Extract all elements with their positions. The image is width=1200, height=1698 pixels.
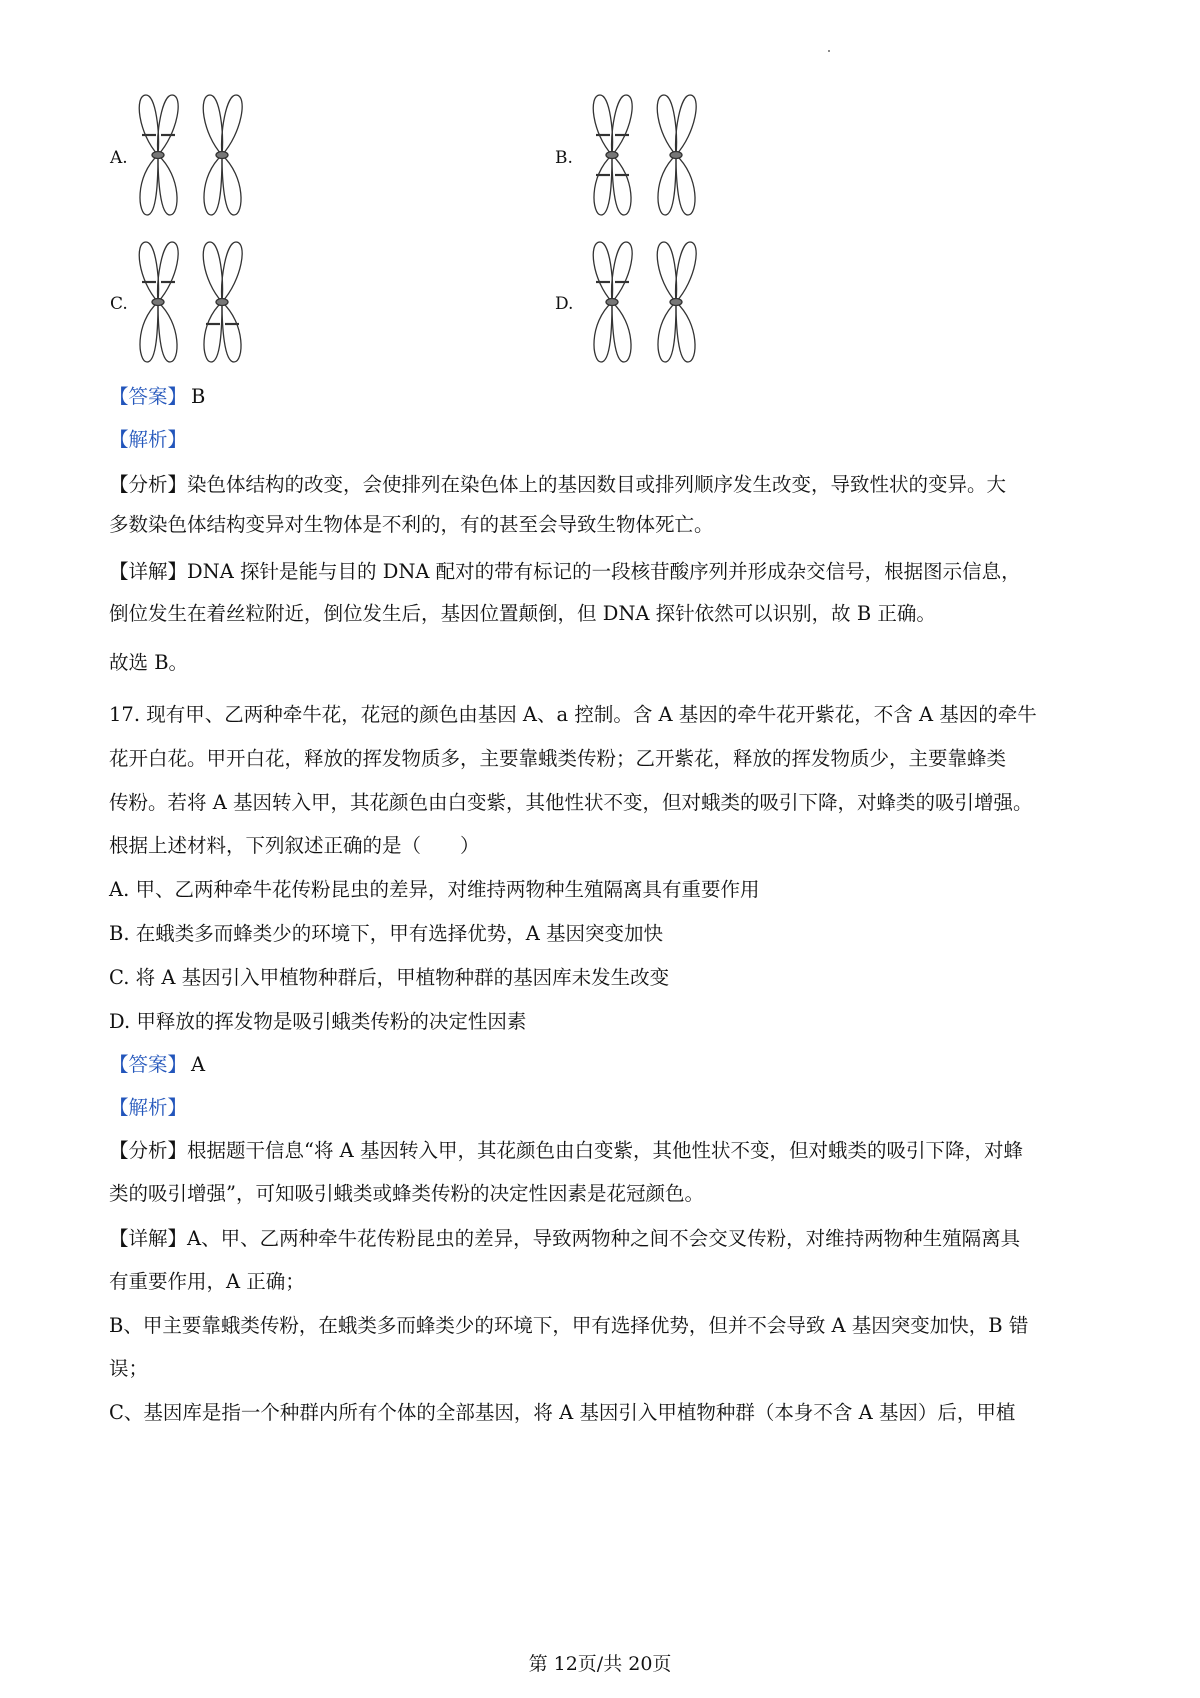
q16-answer-value: B xyxy=(191,385,206,408)
q17-option-d: D. 甲释放的挥发物是吸引蛾类传粉的决定性因素 xyxy=(109,1010,527,1033)
chromosome-pair-a-left xyxy=(139,95,178,215)
q16-detail-tag: 【详解】 xyxy=(109,560,188,583)
q17-answer-tag: 【答案】 xyxy=(109,1053,188,1076)
q16-detail-line-1 xyxy=(109,558,1089,586)
q16-analysis-heading xyxy=(109,426,1089,454)
q17-stem-line-4: 根据上述材料，下列叙述正确的是（ ） xyxy=(109,834,480,857)
option-b-chromosome-figure xyxy=(584,93,704,217)
option-d-label: D. xyxy=(555,294,574,314)
q17-detail-text-1: A、甲、乙两种牵牛花传粉昆虫的差异，导致两物种之间不会交叉传粉，对维持两物种生殖隔离具 xyxy=(187,1227,1021,1250)
q16-answer-line xyxy=(109,383,1089,411)
q16-fenxi-line-1 xyxy=(109,471,1089,499)
option-c-label: C. xyxy=(110,294,128,314)
q17-detail-line-2: 有重要作用，A 正确； xyxy=(109,1270,305,1293)
q16-fenxi-text-1: 染色体结构的改变，会使排列在染色体上的基因数目或排列顺序发生改变，导致性状的变异。大 xyxy=(187,473,1007,496)
q17-detail-line-4: 误； xyxy=(109,1357,149,1380)
q17-fenxi-line-2: 类的吸引增强”，可知吸引蛾类或蜂类传粉的决定性因素是花冠颜色。 xyxy=(109,1182,704,1205)
q17-detail-line-3: B、甲主要靠蛾类传粉，在蛾类多而蜂类少的环境下，甲有选择优势，但并不会导致 A 基因突变加快，B 错 xyxy=(109,1314,1029,1337)
q17-stem-line-3: 传粉。若将 A 基因转入甲，其花颜色由白变紫，其他性状不变，但对蛾类的吸引下降，对蜂类的吸引增强。 xyxy=(109,791,1033,814)
option-c-chromosome-diagram xyxy=(130,240,250,364)
q17-answer-value: A xyxy=(191,1053,206,1076)
q17-stem-line-1: 17. 现有甲、乙两种牵牛花，花冠的颜色由基因 A、a 控制。含 A 基因的牵牛花开紫花，不含 A 基因的牵牛 xyxy=(109,703,1037,726)
q16-conclusion: 故选 B。 xyxy=(109,651,189,674)
option-b-chromosome-diagram xyxy=(584,93,704,217)
chromosome-pair-c-left xyxy=(139,242,178,362)
q17-fenxi-text-1: 根据题干信息“将 A 基因转入甲，其花颜色由白变紫，其他性状不变，但对蛾类的吸引下降，对蜂 xyxy=(187,1139,1023,1162)
chromosome-pair-b-right xyxy=(657,95,696,215)
q16-detail-line-2: 倒位发生在着丝粒附近，倒位发生后，基因位置颠倒，但 DNA 探针依然可以识别，故 B 正确。 xyxy=(109,602,936,625)
chromosome-pair-a-right xyxy=(203,95,242,215)
chromosome-pair-d-left xyxy=(593,242,632,362)
page-number-footer: 第 12页/共 20页 xyxy=(528,1653,672,1675)
option-d-chromosome-figure xyxy=(584,240,704,364)
q16-analysis-tag: 【解析】 xyxy=(109,428,188,451)
q17-fenxi-line-1 xyxy=(109,1137,1089,1165)
q16-answer-tag: 【答案】 xyxy=(109,385,188,408)
q16-fenxi-line-2: 多数染色体结构变异对生物体是不利的，有的甚至会导致生物体死亡。 xyxy=(109,513,714,536)
q17-detail-line-1 xyxy=(109,1225,1089,1253)
option-a-chromosome-figure xyxy=(130,93,250,217)
q17-option-c: C. 将 A 基因引入甲植物种群后，甲植物种群的基因库未发生改变 xyxy=(109,966,670,989)
chromosome-pair-b-left xyxy=(593,95,632,215)
option-c-chromosome-figure xyxy=(130,240,250,364)
option-b-label: B. xyxy=(555,148,573,168)
option-a-chromosome-diagram xyxy=(130,93,250,217)
q17-analysis-heading xyxy=(109,1094,1089,1122)
scan-dot xyxy=(828,50,830,52)
chromosome-pair-d-right xyxy=(657,242,696,362)
q17-answer-line xyxy=(109,1051,1089,1079)
q17-detail-line-5: C、基因库是指一个种群内所有个体的全部基因，将 A 基因引入甲植物种群（本身不含 A 基因）后，甲植 xyxy=(109,1401,1016,1424)
option-a-label: A. xyxy=(110,148,128,168)
q17-analysis-tag: 【解析】 xyxy=(109,1096,188,1119)
q16-detail-text-1: DNA 探针是能与目的 DNA 配对的带有标记的一段核苷酸序列并形成杂交信号，根据图示信息， xyxy=(187,560,1021,583)
q17-stem-line-2: 花开白花。甲开白花，释放的挥发物质多，主要靠蛾类传粉；乙开紫花，释放的挥发物质少，主要靠蜂类 xyxy=(109,747,1007,770)
q17-detail-tag: 【详解】 xyxy=(109,1227,188,1250)
q16-fenxi-tag: 【分析】 xyxy=(109,473,188,496)
option-d-chromosome-diagram xyxy=(584,240,704,364)
chromosome-pair-c-right xyxy=(203,242,242,362)
q17-option-b: B. 在蛾类多而蜂类少的环境下，甲有选择优势，A 基因突变加快 xyxy=(109,922,664,945)
q17-option-a: A. 甲、乙两种牵牛花传粉昆虫的差异，对维持两物种生殖隔离具有重要作用 xyxy=(109,878,760,901)
q17-fenxi-tag: 【分析】 xyxy=(109,1139,188,1162)
